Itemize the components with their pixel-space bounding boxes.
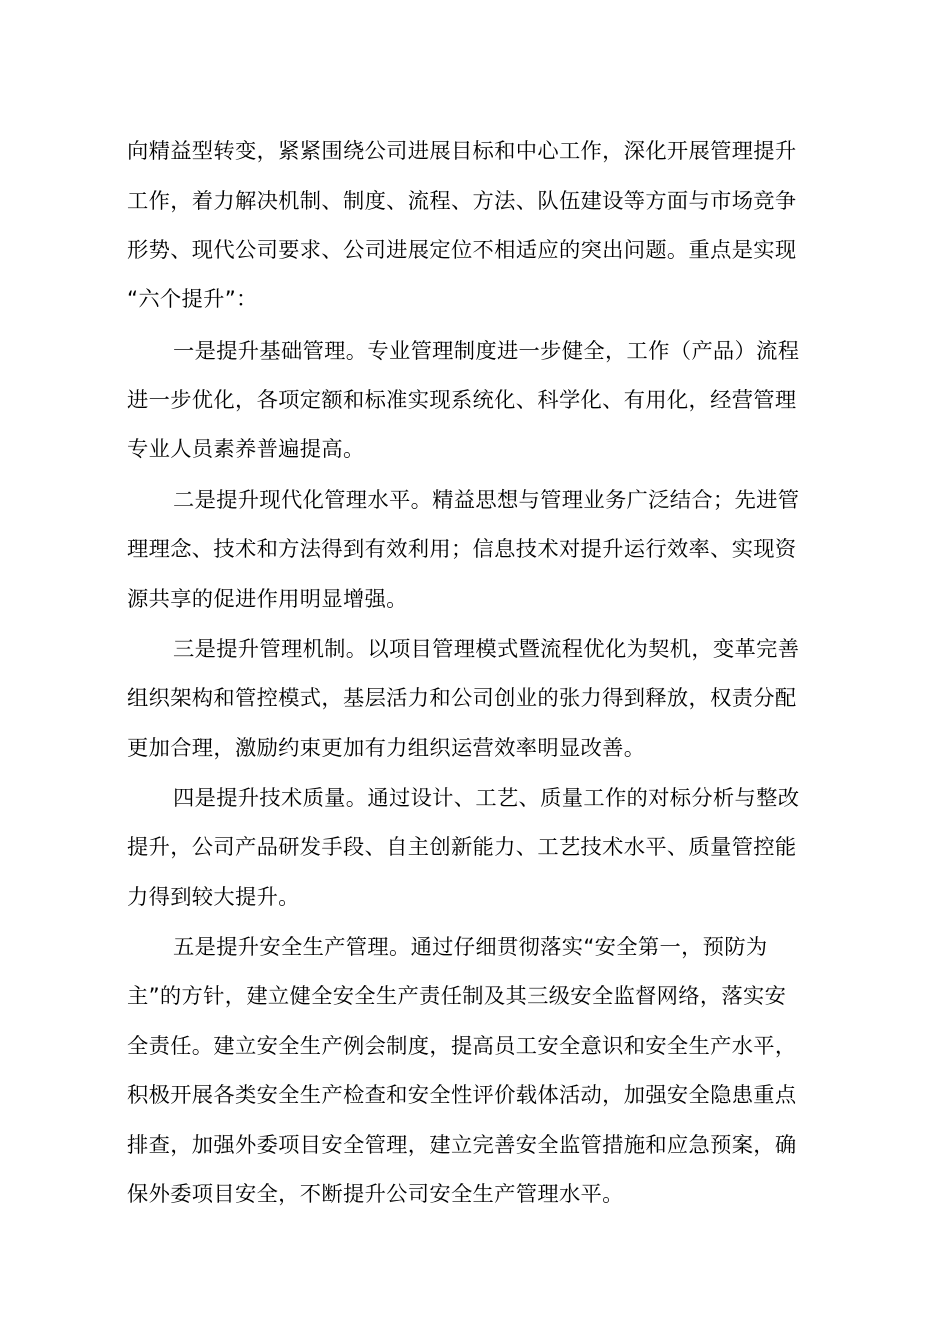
paragraph-line: 理理念、技术和方法得到有效利用；信息技术对提升运行效率、实现资 — [127, 537, 797, 562]
paragraph-line: 力得到较大提升。 — [127, 885, 300, 910]
paragraph-line: 更加合理，激励约束更加有力组织运营效率明显改善。 — [127, 736, 646, 761]
paragraph-line: “六个提升”： — [127, 287, 258, 312]
paragraph-line: 专业人员素养普遍提高。 — [127, 437, 365, 462]
paragraph-line: 三是提升管理机制。以项目管理模式暨流程优化为契机，变革完善 — [173, 637, 800, 662]
paragraph-line: 源共享的促进作用明显增强。 — [127, 587, 408, 612]
paragraph-line: 形势、现代公司要求、公司进展定位不相适应的突出问题。重点是实现 — [127, 238, 797, 263]
paragraph-line: 进一步优化，各项定额和标准实现系统化、科学化、有用化，经营管理 — [127, 388, 797, 413]
paragraph-line: 全责任。建立安全生产例会制度，提高员工安全意识和安全生产水平， — [127, 1034, 797, 1059]
paragraph-line: 工作，着力解决机制、制度、流程、方法、队伍建设等方面与市场竞争 — [127, 189, 797, 214]
paragraph-line: 提升，公司产品研发手段、自主创新能力、工艺技术水平、质量管控能 — [127, 835, 797, 860]
paragraph-line: 积极开展各类安全生产检查和安全性评价载体活动，加强安全隐患重点 — [127, 1083, 797, 1108]
paragraph-line: 向精益型转变，紧紧围绕公司进展目标和中心工作，深化开展管理提升 — [127, 139, 797, 164]
paragraph-line: 组织架构和管控模式，基层活力和公司创业的张力得到释放，权责分配 — [127, 686, 797, 711]
paragraph-line: 保外委项目安全，不断提升公司安全生产管理水平。 — [127, 1182, 624, 1207]
paragraph-line: 五是提升安全生产管理。通过仔细贯彻落实“安全第一，预防为 — [173, 935, 768, 960]
paragraph-line: 二是提升现代化管理水平。精益思想与管理业务广泛结合；先进管 — [173, 488, 800, 513]
paragraph-line: 一是提升基础管理。专业管理制度进一步健全，工作（产品）流程 — [173, 339, 800, 364]
paragraph-line: 排查，加强外委项目安全管理，建立完善安全监管措施和应急预案，确 — [127, 1133, 797, 1158]
paragraph-line: 主”的方针，建立健全安全生产责任制及其三级安全监督网络，落实安 — [127, 984, 787, 1009]
paragraph-line: 四是提升技术质量。通过设计、工艺、质量工作的对标分析与整改 — [173, 786, 800, 811]
